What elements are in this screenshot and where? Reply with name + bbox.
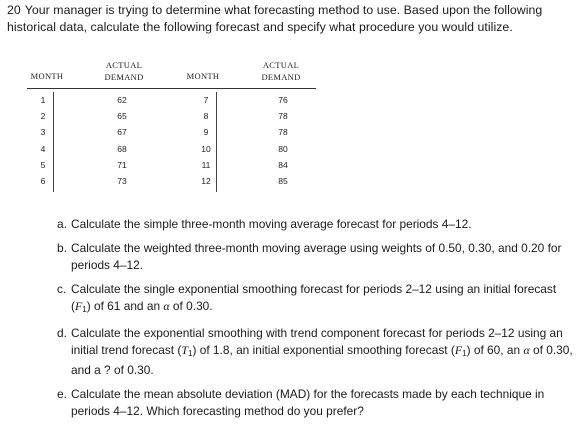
part-text: Calculate the single exponential smoothing forecast for periods 2–12 using an initial forecast $(F_1)$ of 61 and an α of 0.30. [71, 282, 557, 314]
table-row: 2 65 8 78 [40, 111, 288, 122]
part-text: Calculate the mean absolute deviation (MAD) for the forecasts made by each technique in periods 4–12. Which forecasting method do you prefer? [71, 387, 545, 418]
table-row: 6 73 12 85 [40, 175, 288, 186]
question-text: Your manager is trying to determine what forecasting method to use. Based upon the following historical data, calculate the following forecast and specify what procedure you would utilize. [7, 3, 543, 34]
part-letter: c. [57, 282, 67, 296]
header-demand-left: ACTUAL DEMAND [104, 60, 144, 82]
part-text: Calculate the weighted three-month moving average using weights of 0.50, 0.30, and 0.20 for periods 4–12. [71, 241, 562, 272]
part-letter: b. [57, 241, 67, 255]
header-rule [27, 88, 316, 89]
part-c [57, 281, 579, 318]
part-letter: e. [57, 387, 67, 401]
table-header [27, 54, 316, 86]
part-e [57, 386, 579, 420]
part-letter: a. [57, 217, 67, 231]
part-text: Calculate the simple three-month moving average forecast for periods 4–12. [71, 217, 472, 231]
question-parts [57, 216, 579, 427]
table-row: 3 67 9 78 [40, 127, 288, 138]
part-d [57, 325, 579, 379]
part-text: Calculate the exponential smoothing with trend component forecast for periods 2–12 using an initial trend forecast $(T_1)$ of 1.8, an initial exponential smoothing forecast $(F_1)$ of 60, an α of 0.30, and a ? of 0.30. [71, 326, 573, 377]
table-row: 1 62 7 76 [40, 95, 288, 105]
header-demand-right: ACTUAL DEMAND [261, 60, 301, 82]
demand-table [27, 54, 316, 186]
part-b [57, 240, 579, 274]
table-row: 4 68 10 80 [40, 143, 288, 154]
question-number: 20 [7, 3, 21, 17]
header-month-right: MONTH [186, 71, 220, 81]
part-a [57, 216, 579, 233]
part-letter: d. [57, 326, 67, 340]
table-row: 5 71 11 84 [40, 159, 288, 170]
table-body [27, 95, 316, 192]
question-prompt [7, 2, 581, 36]
header-month-left: MONTH [30, 71, 64, 81]
